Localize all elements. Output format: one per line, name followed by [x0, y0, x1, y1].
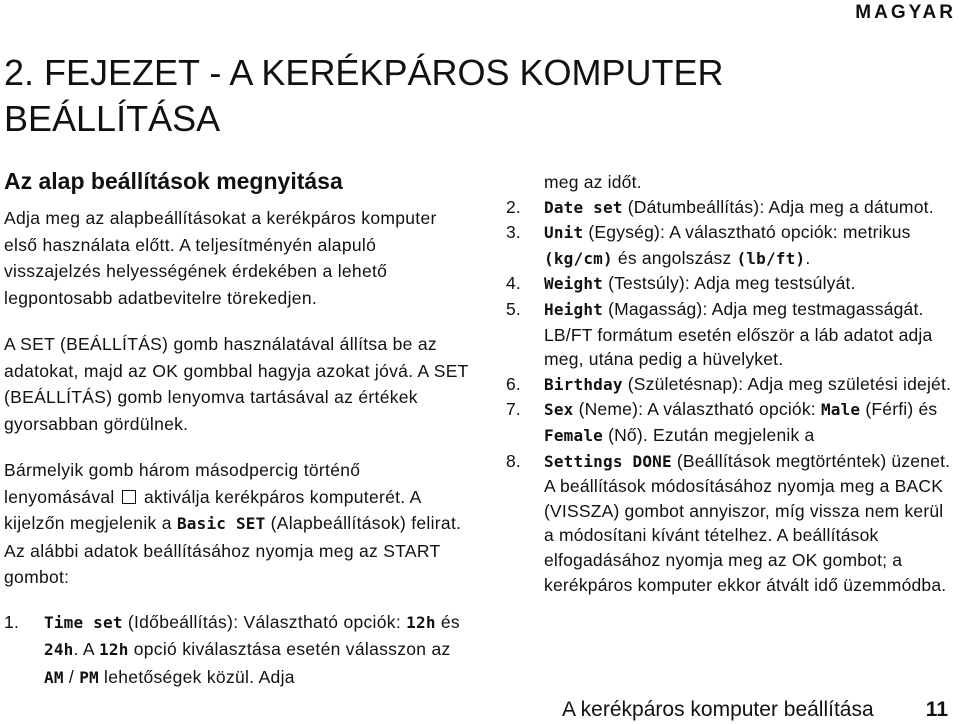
lcd-weight: Weight [544, 274, 603, 294]
list-text: és angolszász [617, 247, 732, 268]
lcd-lb-ft: (lb/ft) [736, 248, 806, 268]
language-label: MAGYAR [855, 2, 956, 23]
lcd-pm: PM [79, 667, 99, 687]
left-column [4, 205, 469, 691]
lcd-am: AM [44, 667, 64, 687]
settings-list-left [4, 609, 469, 692]
list-text: . [805, 247, 811, 268]
set-button-paragraph: A SET (BEÁLLÍTÁS) gomb használatával állítsa be az adatokat, majd az OK gombbal hagyja azokat jóvá. A SET (BEÁLLÍTÁS) gomb lenyomva tartásával az értékek gyorsabban gördülnek. [4, 334, 469, 434]
lcd-kg-cm: (kg/cm) [544, 248, 613, 268]
lcd-settings-done: Settings DONE [544, 451, 672, 471]
list-item-continuation: meg az időt. [544, 172, 642, 192]
lcd-sex: Sex [544, 400, 574, 420]
activation-paragraph [4, 457, 469, 591]
list-number: 5. [506, 298, 521, 319]
lcd-12h: 12h [99, 640, 129, 659]
list-text: lehetőségek közül. Adja [104, 666, 295, 687]
list-number: 3. [506, 222, 521, 243]
list-text: (Magasság): Adja meg testmagasságát. LB/FT formátum esetén először a láb adatot adja meg, utána pedig a hüvelyket. [544, 298, 933, 370]
lcd-female: Female [544, 425, 603, 445]
list-item-weight [506, 271, 956, 297]
list-number: 6. [506, 373, 521, 394]
intro-paragraph: Adja meg az alapbeállításokat a kerékpáros komputer első használata előtt. A teljesítményén alapuló visszajelzés helyességének érdekében a lehető legpontosabb adatbevitelre törekedjen. [4, 208, 437, 308]
lcd-date-set: Date set [544, 197, 623, 217]
list-text: (Neme): A választható opciók: [578, 399, 816, 420]
list-item-date-set [506, 195, 956, 221]
list-text: (Születésnap): Adja meg születési idejét. [627, 373, 952, 394]
list-text: (Időbeállítás): Választható opciók: [127, 611, 401, 632]
list-text: (Egység): A választható opciók: metrikus [588, 222, 911, 243]
list-text: (Férfi) és [865, 399, 938, 420]
lcd-unit: Unit [544, 223, 584, 243]
page-number: 11 [925, 698, 948, 721]
list-number: 4. [506, 273, 521, 294]
list-item-height [506, 297, 956, 372]
list-text: (Dátumbeállítás): Adja meg a dátumot. [627, 196, 934, 217]
lcd-24h: 24h [44, 640, 74, 659]
right-column [506, 170, 956, 597]
lcd-time-set: Time set [44, 612, 123, 632]
list-text: és [440, 611, 460, 632]
lcd-height: Height [544, 299, 603, 319]
list-item-time-set [4, 609, 469, 692]
list-item-birthday [506, 372, 956, 398]
list-text: . A [73, 639, 94, 659]
list-text: / [68, 666, 75, 687]
list-item-sex [506, 397, 956, 448]
lcd-birthday: Birthday [544, 374, 623, 394]
activation-text-c: (Alapbeállítások) felirat. Az alábbi adatok beállításához nyomja meg az START gombot: [4, 513, 462, 587]
list-number: 2. [506, 196, 521, 217]
list-item-settings-done [506, 449, 956, 598]
activation-text-b: aktiválja kerékpáros komputerét. A kijelzőn megjelenik a [4, 486, 421, 533]
lcd-12h: 12h [406, 612, 436, 632]
chapter-title: 2. FEJEZET - A KERÉKPÁROS KOMPUTER BEÁLLÍTÁSA [4, 52, 724, 139]
list-text: (Testsúly): Adja meg testsúlyát. [608, 273, 856, 294]
activation-text-a: Bármelyik gomb három másodpercig történő lenyomásával [4, 460, 361, 507]
lcd-basic-set: Basic SET [176, 514, 266, 533]
list-number: 1. [4, 611, 20, 632]
footer-title: A kerékpáros komputer beállítása [562, 698, 874, 721]
list-number: 7. [506, 399, 521, 420]
section-heading: Az alap beállítások megnyitása [4, 168, 343, 194]
power-button-icon [122, 490, 136, 504]
settings-list-right [506, 195, 956, 598]
lcd-male: Male [820, 400, 861, 420]
list-text: (Beállítások megtörténtek) üzenet. A beállítások módosításához nyomja meg a BACK (VISSZA) gombot annyiszor, míg vissza nem kerül a módosítani kívánt tételhez. A beállítások elfogadásához nyomja meg az OK gombot; a kerékpáros komputer ekkor átvált idő üzemmódba. [544, 450, 951, 595]
list-number: 8. [506, 450, 521, 471]
list-item-unit [506, 220, 956, 271]
list-text: opció kiválasztása esetén válasszon az [133, 639, 451, 659]
list-text: (Nő). Ezután megjelenik a [608, 424, 815, 445]
